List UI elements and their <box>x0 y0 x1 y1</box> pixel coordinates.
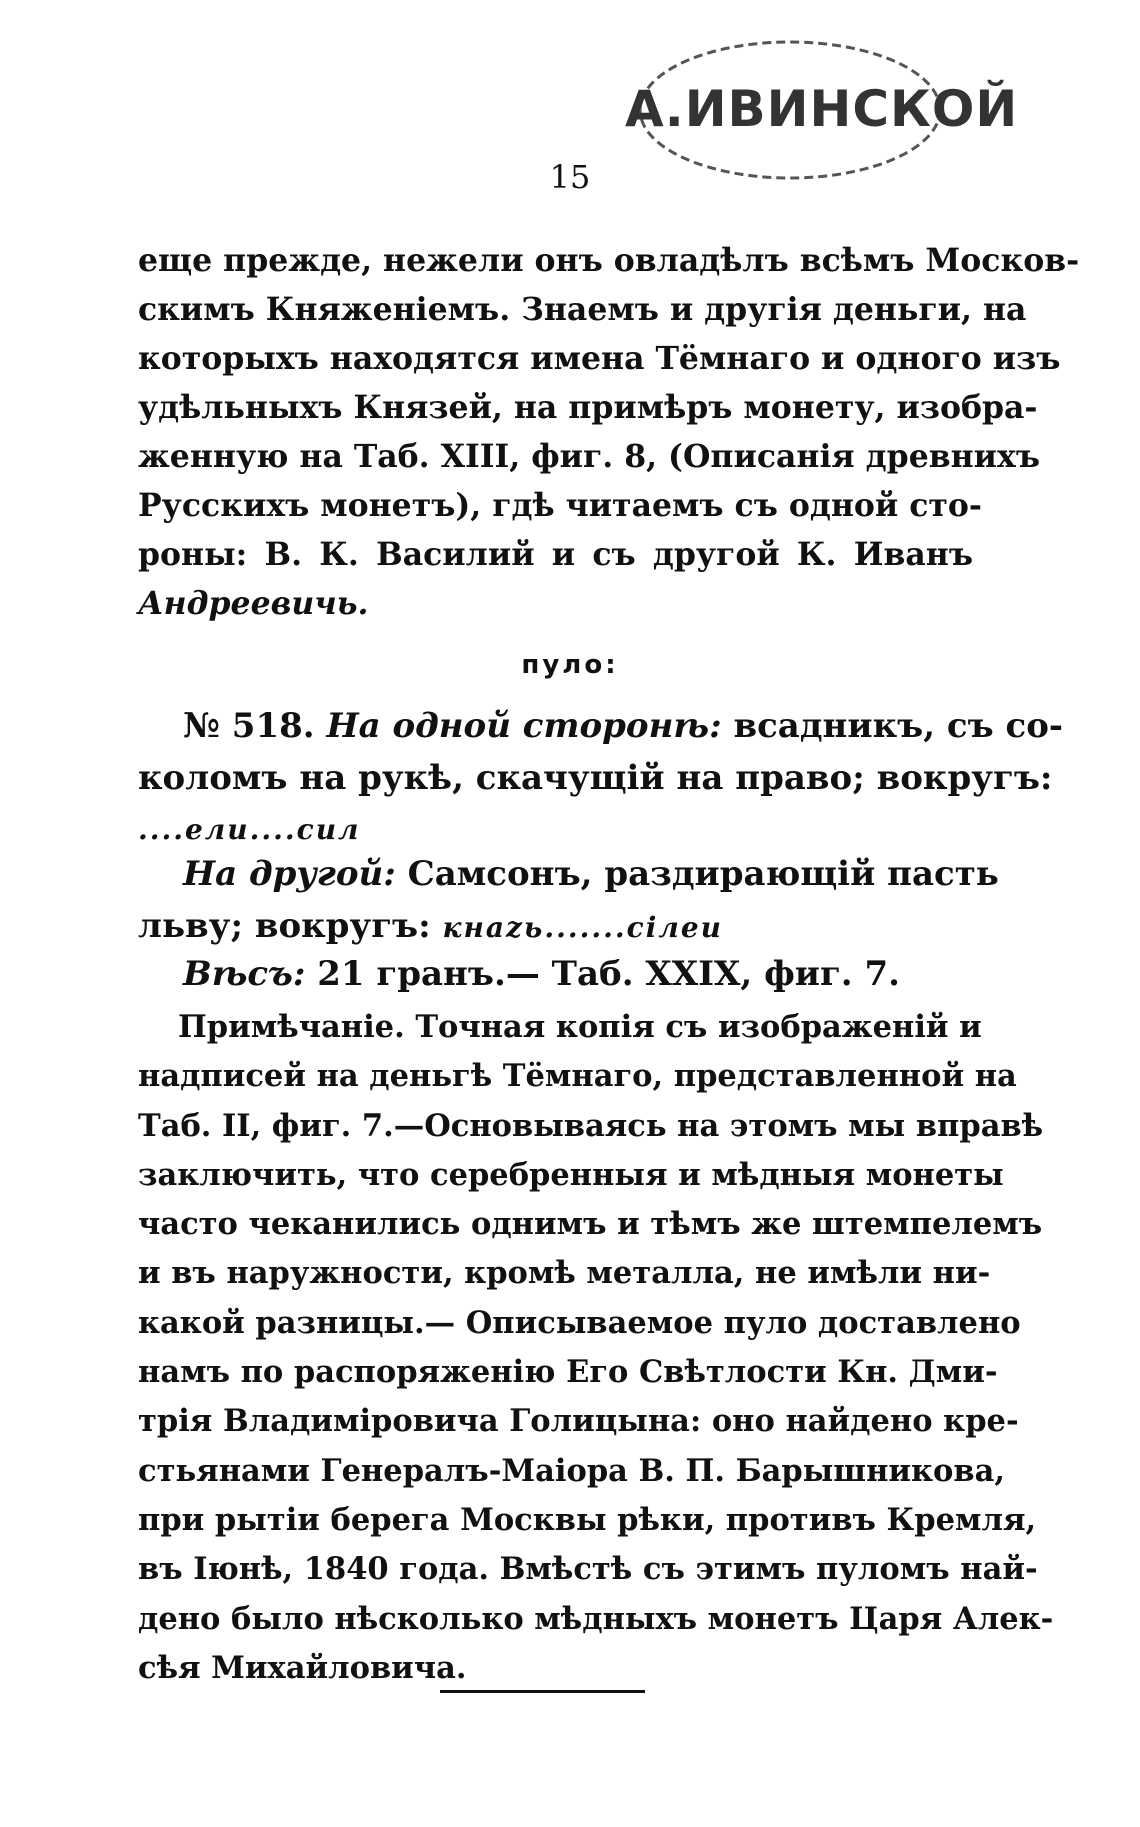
text-line: роны: В. К. Василий и съ другой К. Иванъ <box>138 536 973 573</box>
side1-legend: ....ели....сил <box>138 813 361 846</box>
text-line: удѣльныхъ Князей, на примѣръ монету, изобра- <box>138 389 1038 426</box>
entry-weight <box>138 948 973 1000</box>
weight-label: Вѣсъ: <box>183 954 306 994</box>
side2-text-b: льву; вокругъ: <box>138 906 431 946</box>
entry-number: № 518. <box>183 706 315 746</box>
paragraph-note <box>138 1003 1054 1693</box>
text-line: женную на Таб. XIII, фиг. 8, (Описанія древнихъ <box>138 438 1040 475</box>
end-rule <box>440 1690 645 1693</box>
stamp-text: А.ИВИНСКОЙ <box>625 80 1019 138</box>
text-line: заключить, что серебренныя и мѣдныя монеты <box>138 1156 1004 1193</box>
entry-line: коломъ на рукѣ, скачущій на право; вокругъ: <box>138 758 1053 798</box>
text-line: надписей на деньгѣ Тёмнаго, представленной на <box>138 1058 1017 1095</box>
text-line: Андреевичь. <box>138 585 369 622</box>
side2-label: На другой: <box>183 854 396 894</box>
text-line: Примѣчаніе. Точная копія съ изображеній и <box>178 1009 982 1045</box>
entry-side-one <box>138 700 1064 856</box>
text-line: Русскихъ монетъ), гдѣ читаемъ съ одной сто- <box>138 487 983 524</box>
text-line: дено было нѣсколько мѣдныхъ монетъ Царя Алек- <box>138 1600 1054 1637</box>
side2-legend: кнаzь.......сілеи <box>442 911 723 944</box>
text-line: при рытіи берега Москвы рѣки, противъ Кремля, <box>138 1501 1037 1538</box>
entry-side-two <box>138 848 999 954</box>
text-line: намъ по распоряженію Его Свѣтлости Кн. Дми- <box>138 1354 998 1391</box>
text-line: Таб. II, фиг. 7.—Основываясь на этомъ мы вправѣ <box>138 1107 1044 1144</box>
entry-line <box>138 948 973 1000</box>
text-line: которыхъ находятся имена Тёмнаго и одного изъ <box>138 340 1061 377</box>
side1-text: всадникъ, съ со- <box>733 706 1064 746</box>
entry-line <box>138 848 999 900</box>
page-number: 15 <box>549 158 591 196</box>
side1-label: На одной сторонѣ: <box>326 706 722 746</box>
entry-line <box>138 700 1064 752</box>
weight-text: 21 гранъ.— Таб. XXIX, фиг. 7. <box>317 954 900 994</box>
text-line: часто чеканились однимъ и тѣмъ же штемпелемъ <box>138 1206 1043 1243</box>
text-line: трія Владиміровича Голицына: оно найдено кре- <box>138 1403 1019 1440</box>
text-line: сѣя Михайловича. <box>138 1649 467 1686</box>
entry-line <box>138 900 973 954</box>
text-line: какой разницы.— Описываемое пуло доставлено <box>138 1304 1021 1341</box>
text-line: стьянами Генералъ-Маіора В. П. Барышникова, <box>138 1452 1005 1489</box>
text-line: скимъ Княженіемъ. Знаемъ и другія деньги, на <box>138 291 1027 328</box>
text-line: и въ наружности, кромѣ металла, не имѣли ни- <box>138 1255 991 1292</box>
section-heading: пуло: <box>521 650 619 680</box>
text-line: въ Іюнѣ, 1840 года. Вмѣстѣ съ этимъ пуломъ най- <box>138 1551 1038 1588</box>
text-line: еще прежде, нежели онъ овладѣлъ всѣмъ Москов- <box>138 242 1080 279</box>
side2-text: Самсонъ, раздирающій пасть <box>407 854 999 894</box>
paragraph-intro <box>138 236 1080 628</box>
